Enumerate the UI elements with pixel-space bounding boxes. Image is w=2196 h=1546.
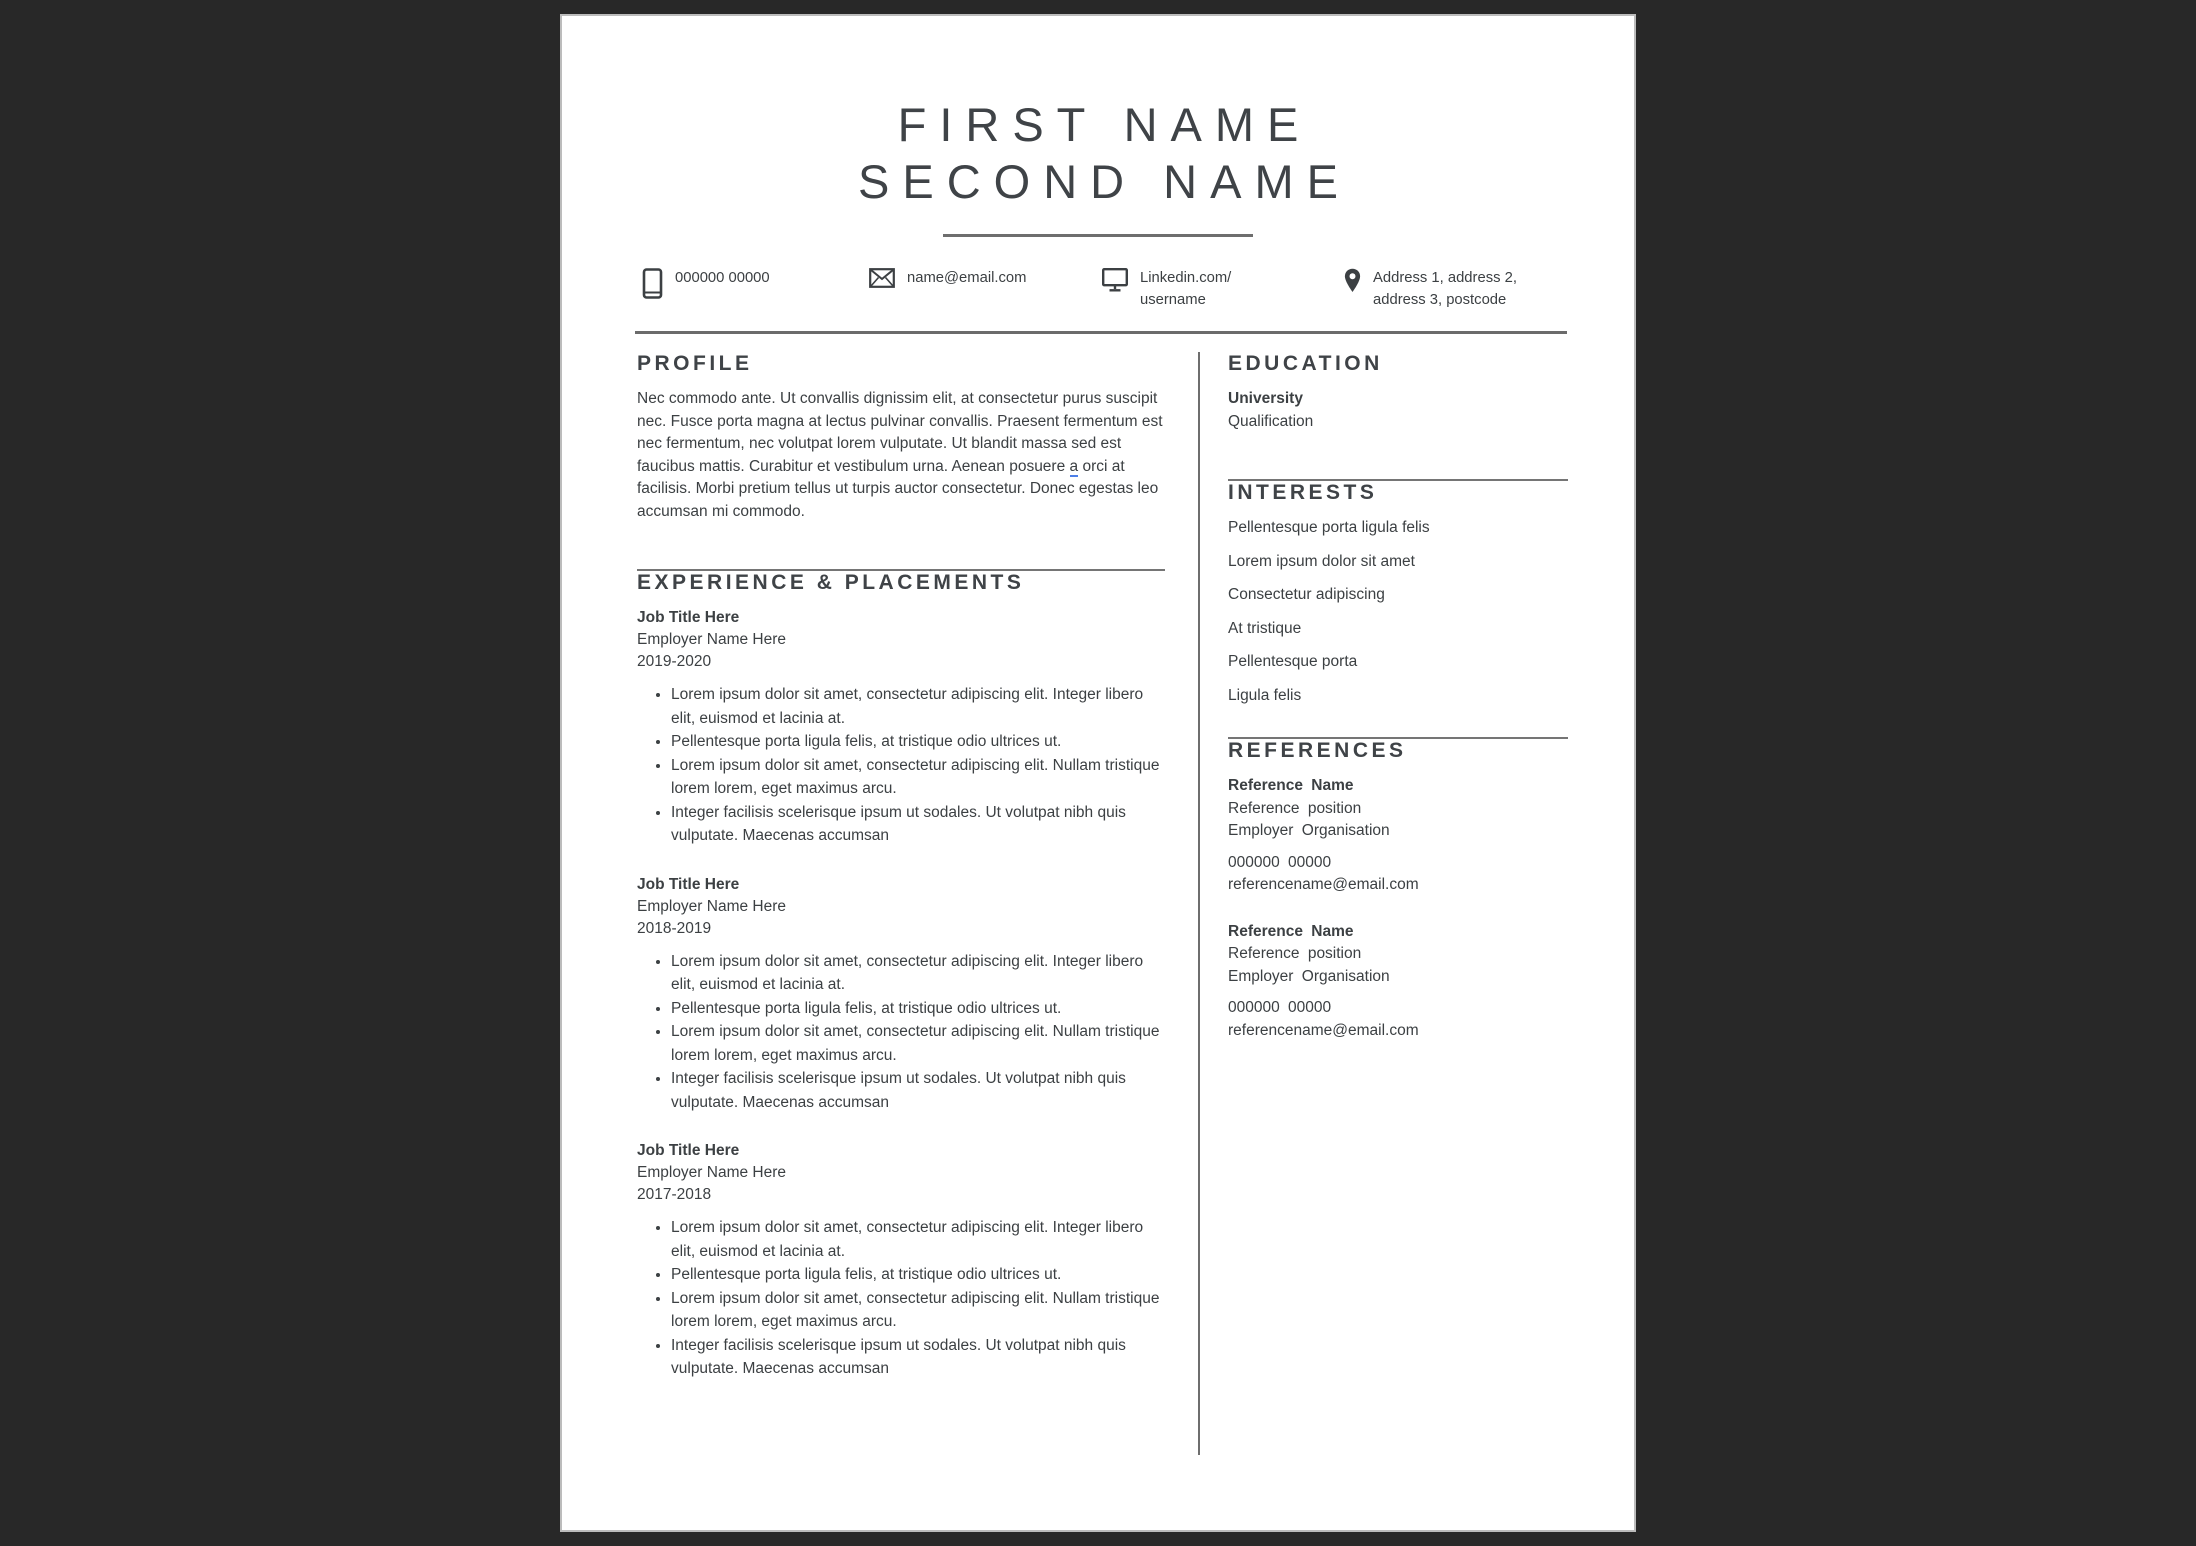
interests-heading: INTERESTS: [1228, 481, 1378, 504]
contact-linkedin-text: [1140, 267, 1231, 311]
job-bullet-list: [637, 683, 1165, 848]
contact-address: [1344, 267, 1574, 311]
contact-linkedin-line2: username: [1140, 292, 1206, 308]
job-title: Job Title Here: [637, 609, 740, 626]
job-bullet: • Lorem ipsum dolor sit amet, consectetur adipiscing elit. Nullam tristique lorem lorem, eget maximus arcu.: [671, 754, 1165, 801]
reference-name: Reference Name: [1228, 777, 1354, 794]
job-bullet: • Lorem ipsum dolor sit amet, consectetur adipiscing elit. Integer libero elit, euismod et lacinia at.: [671, 1216, 1165, 1263]
experience-heading: EXPERIENCE & PLACEMENTS: [637, 571, 1025, 594]
name-underline-rule: [943, 234, 1253, 237]
contact-address-line1: Address 1, address 2,: [1373, 270, 1517, 286]
experience-entry: [637, 1140, 1165, 1381]
contact-phone-text: 000000 00000: [675, 270, 770, 286]
contact-linkedin-line1: Linkedin.com/: [1140, 270, 1232, 286]
references-heading: REFERENCES: [1228, 739, 1407, 762]
job-title: Job Title Here: [637, 1142, 740, 1159]
reference-organisation: Employer Organisation: [1228, 822, 1390, 839]
job-bullet: • Integer facilisis scelerisque ipsum ut sodales. Ut volutpat nibh quis vulputate. Maecenas accumsan: [671, 1067, 1165, 1114]
column-divider: [1198, 352, 1200, 1455]
reference-email: referencename@email.com: [1228, 1021, 1419, 1039]
reference-phone: 000000 00000: [1228, 853, 1332, 871]
experience-entry: [637, 607, 1165, 848]
reference-contact: [1228, 997, 1568, 1042]
education-university: University: [1228, 390, 1303, 407]
interest-item: Lorem ipsum dolor sit amet: [1228, 552, 1415, 570]
job-bullet: • Pellentesque porta ligula felis, at tristique odio ultrices ut.: [671, 1263, 1165, 1287]
reference-position: Reference position: [1228, 799, 1362, 817]
job-employer: Employer Name Here: [637, 631, 787, 648]
contact-linkedin: [1102, 267, 1344, 311]
content-columns: [562, 334, 1634, 1455]
education-heading: EDUCATION: [1228, 352, 1383, 375]
job-bullet: • Lorem ipsum dolor sit amet, consectetur adipiscing elit. Integer libero elit, euismod et lacinia at.: [671, 683, 1165, 730]
contact-phone: [642, 267, 869, 311]
name-line-2: SECOND NAME: [858, 155, 1351, 208]
interest-item: Pellentesque porta ligula felis: [1228, 519, 1430, 536]
name-line-1: FIRST NAME: [897, 98, 1312, 151]
contact-email-text: name@email.com: [907, 270, 1027, 286]
job-bullet: • Lorem ipsum dolor sit amet, consectetur adipiscing elit. Integer libero elit, euismod et lacinia at.: [671, 950, 1165, 997]
job-bullet-list: [637, 1216, 1165, 1381]
document-page: [560, 14, 1636, 1532]
contact-address-line2: address 3, postcode: [1373, 292, 1507, 308]
job-bullet: • Pellentesque porta ligula felis, at tristique odio ultrices ut.: [671, 997, 1165, 1021]
job-bullet: • Pellentesque porta ligula felis, at tristique odio ultrices ut.: [671, 730, 1165, 754]
job-employer: Employer Name Here: [637, 897, 787, 915]
reference-position: Reference position: [1228, 945, 1362, 962]
profile-body-before: Nec commodo ante. Ut convallis dignissim elit, at consectetur purus suscipit nec. Fusce porta magna at lectus pulvinar convallis. Praesent fermentum est nec fermentum, nec volutpat lorem vulputate. Ut blandit massa sed est faucibus mattis. Curabitur et vestibulum urna. Aenean posuere: [637, 390, 1163, 475]
monitor-icon: [1102, 268, 1128, 299]
reference-entry: [1228, 775, 1568, 897]
reference-phone: 000000 00000: [1228, 999, 1332, 1016]
reference-email: referencename@email.com: [1228, 876, 1419, 893]
envelope-icon: [869, 268, 895, 295]
experience-entry: [637, 874, 1165, 1115]
reference-contact: [1228, 852, 1568, 897]
reference-name: Reference Name: [1228, 922, 1354, 940]
left-column: [637, 352, 1165, 1455]
contact-email: [869, 267, 1102, 311]
profile-body: [637, 388, 1165, 523]
job-bullet: • Integer facilisis scelerisque ipsum ut sodales. Ut volutpat nibh quis vulputate. Maecenas accumsan: [671, 1334, 1165, 1381]
job-dates: 2019-2020: [637, 653, 712, 670]
profile-grammar-word: a: [1069, 457, 1079, 475]
smartphone-icon: [642, 268, 663, 306]
location-pin-icon: [1344, 268, 1361, 300]
interest-item: Consectetur adipiscing: [1228, 586, 1385, 603]
profile-heading: PROFILE: [637, 352, 753, 375]
reference-entry: [1228, 921, 1568, 1043]
job-dates: 2017-2018: [637, 1186, 712, 1203]
right-column: [1228, 352, 1568, 1455]
interest-item: Pellentesque porta: [1228, 653, 1358, 670]
profile-body-after: orci at facilisis. Morbi pretium tellus ut turpis auctor consectetur. Donec egestas leo accumsan mi commodo.: [637, 457, 1159, 520]
interest-item: At tristique: [1228, 619, 1302, 637]
job-bullet-list: [637, 950, 1165, 1115]
reference-organisation: Employer Organisation: [1228, 967, 1390, 985]
job-employer: Employer Name Here: [637, 1164, 787, 1181]
job-title: Job Title Here: [637, 875, 740, 893]
contact-row: [642, 267, 1574, 311]
contact-address-text: [1373, 267, 1517, 311]
job-bullet: • Integer facilisis scelerisque ipsum ut sodales. Ut volutpat nibh quis vulputate. Maecenas accumsan: [671, 801, 1165, 848]
education-qualification: Qualification: [1228, 412, 1314, 430]
page-title: [562, 16, 1634, 210]
job-bullet: • Lorem ipsum dolor sit amet, consectetur adipiscing elit. Nullam tristique lorem lorem, eget maximus arcu.: [671, 1287, 1165, 1334]
job-bullet: • Lorem ipsum dolor sit amet, consectetur adipiscing elit. Nullam tristique lorem lorem, eget maximus arcu.: [671, 1020, 1165, 1067]
job-dates: 2018-2019: [637, 919, 712, 937]
interest-item: Ligula felis: [1228, 686, 1302, 704]
